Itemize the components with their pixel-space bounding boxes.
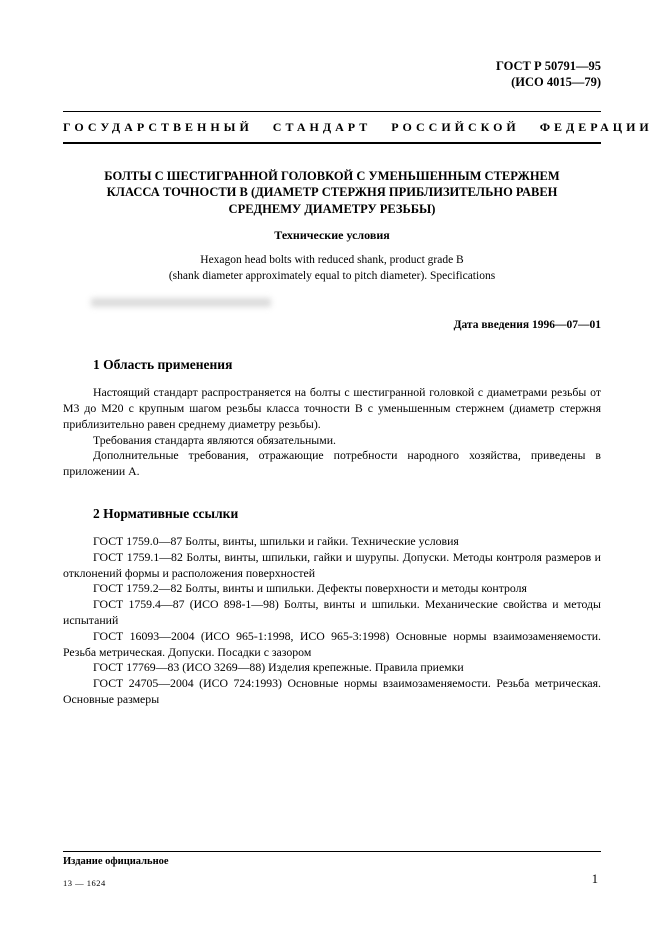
gost-number: ГОСТ Р 50791—95	[495, 59, 601, 73]
federation-header-band	[63, 111, 653, 144]
print-order-code: 13 — 1624	[63, 878, 106, 888]
scan-smudge-artifact	[91, 298, 271, 307]
footer-divider	[63, 851, 601, 852]
effective-date: Дата введения 1996—07—01	[453, 319, 601, 332]
document-subtitle: Технические условия	[274, 228, 390, 243]
reference-item: ГОСТ 1759.4—87 (ИСО 898-1—98) Болты, винты и шпильки. Механические свойства и методы испытаний	[63, 597, 601, 627]
paragraph: Требования стандарта являются обязательными.	[93, 432, 336, 447]
page-number: 1	[591, 872, 598, 886]
paragraph: Настоящий стандарт распространяется на болты с шестигранной головкой с диаметрами резьбы от М3 до М20 с крупным шагом резьбы класса точности В с уменьшенным стержнем (диаметр стержня приблизительно равен среднему диаметру резьбы).	[63, 385, 601, 431]
reference-item: ГОСТ 16093—2004 (ИСО 965-1:1998, ИСО 965-3:1998) Основные нормы взаимозаменяемости. Резьба метрическая. Допуски. Посадки с зазором	[63, 628, 601, 659]
reference-item: ГОСТ 24705—2004 (ИСО 724:1993) Основные нормы взаимозаменяемости. Резьба метрическая. Основные размеры	[63, 676, 601, 706]
section-1-body	[63, 385, 601, 480]
official-edition-label: Издание официальное	[63, 856, 169, 867]
iso-number: (ИСО 4015—79)	[511, 75, 601, 90]
english-title-line2: (shank diameter approximately equal to pitch diameter). Specifications	[168, 269, 496, 282]
reference-item: ГОСТ 1759.0—87 Болты, винты, шпильки и гайки. Технические условия	[93, 533, 459, 548]
reference-item: ГОСТ 1759.1—82 Болты, винты, шпильки, гайки и шурупы. Допуски. Методы контроля размеров и отклонений формы и расположения поверхностей	[63, 549, 601, 580]
section-2-heading: 2 Нормативные ссылки	[93, 505, 239, 521]
paragraph: Дополнительные требования, отражающие потребности народного хозяйства, приведены в приложении А.	[63, 448, 601, 479]
federation-title: ГОСУДАРСТВЕННЫЙ СТАНДАРТ РОССИЙСКОЙ ФЕДЕРАЦИИ	[63, 119, 653, 134]
reference-item: ГОСТ 1759.2—82 Болты, винты и шпильки. Дефекты поверхности и методы контроля	[93, 581, 527, 596]
doc-number-block	[63, 58, 601, 91]
english-title	[63, 253, 601, 284]
reference-item: ГОСТ 17769—83 (ИСО 3269—88) Изделия крепежные. Правила приемки	[93, 660, 464, 675]
section-2-body	[63, 534, 601, 708]
english-title-line1: Hexagon head bolts with reduced shank, product grade B	[200, 254, 464, 267]
section-1-heading: 1 Область применения	[93, 357, 233, 373]
document-title: БОЛТЫ С ШЕСТИГРАННОЙ ГОЛОВКОЙ С УМЕНЬШЕННЫМ СТЕРЖНЕМ КЛАССА ТОЧНОСТИ В (ДИАМЕТР СТЕРЖНЯ ПРИБЛИЗИТЕЛЬНО РАВЕН СРЕДНЕМУ ДИАМЕТРУ РЕЗЬБЫ)	[104, 168, 560, 217]
